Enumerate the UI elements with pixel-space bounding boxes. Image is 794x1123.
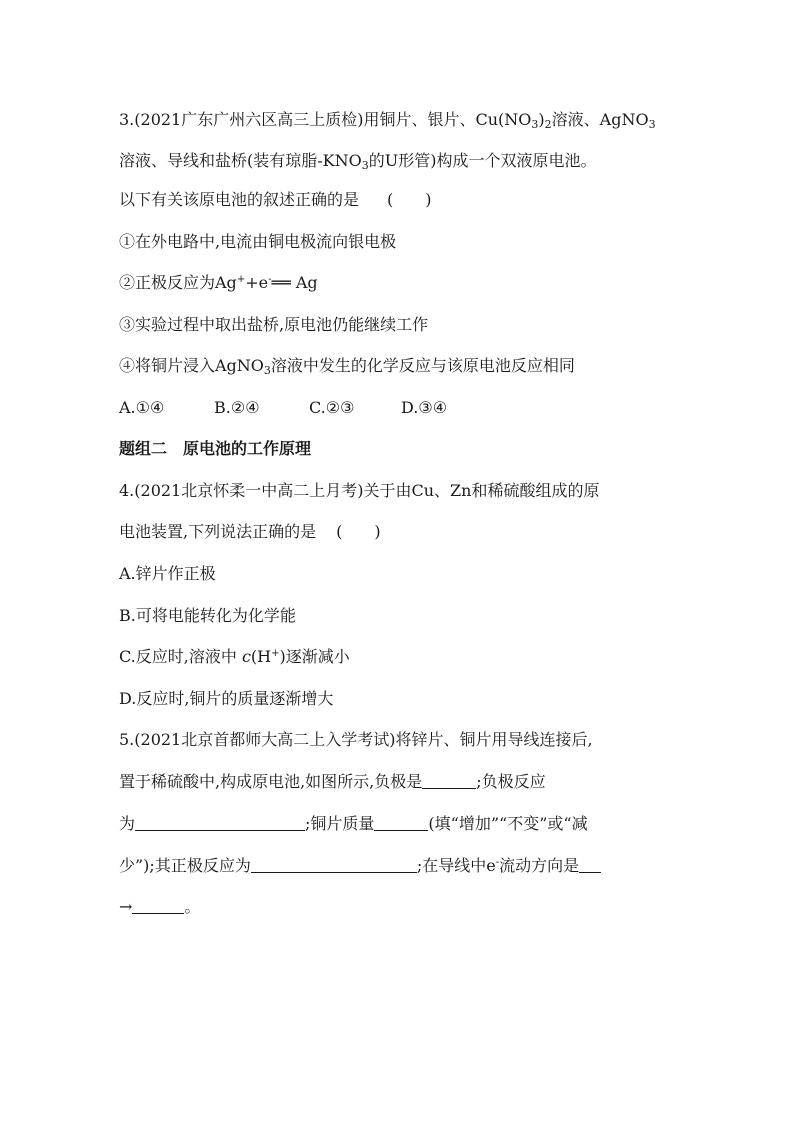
- subscript: 3: [531, 118, 539, 131]
- q4-option-c[interactable]: [119, 647, 350, 667]
- q5-text: ;在导线中e: [416, 856, 496, 875]
- q3-statement-3: ③实验过程中取出盐桥,原电池仍能继续工作: [119, 315, 429, 334]
- q3-line-1: [119, 110, 656, 130]
- q3-line1-text: 溶液、AgNO: [551, 110, 649, 129]
- statement-text: 溶液中发生的化学反应与该原电池反应相同: [270, 356, 575, 375]
- answer-blank-copper-mass[interactable]: [374, 814, 428, 831]
- q4-option-b[interactable]: B.可将电能转化为化学能: [119, 606, 296, 625]
- q3-statement-2: [119, 273, 318, 293]
- q4-stem-text: 电池装置,下列说法正确的是: [119, 522, 317, 541]
- q3-line2-text: 的U形管)构成一个双液原电池。: [368, 151, 597, 170]
- superscript: -: [268, 274, 272, 285]
- q4-option-d[interactable]: D.反应时,铜片的质量逐渐增大: [119, 689, 334, 708]
- q4-line-1: 4.(2021北京怀柔一中高二上月考)关于由Cu、Zn和稀硫酸组成的原: [119, 481, 600, 500]
- answer-blank-electron-from[interactable]: [579, 856, 601, 873]
- option-text: C.反应时,溶液中: [119, 647, 237, 666]
- q5-line-2: [119, 772, 546, 792]
- option-b[interactable]: B.②④: [214, 398, 260, 417]
- answer-blank-cathode-reaction[interactable]: [251, 856, 417, 873]
- subscript: 3: [648, 118, 656, 131]
- answer-blank-anode-reaction[interactable]: [135, 814, 305, 831]
- statement-text: ══ Ag: [271, 273, 318, 292]
- option-c[interactable]: C.②③: [309, 398, 355, 417]
- q3-line2-text: 溶液、导线和盐桥(装有琼脂-KNO: [119, 151, 362, 170]
- q5-text: 置于稀硫酸中,构成原电池,如图所示,负极是: [119, 772, 423, 791]
- q4-line-2: [119, 522, 381, 542]
- statement-text: ④将铜片浸入AgNO: [119, 356, 264, 375]
- q5-line-1: 5.(2021北京首都师大高二上入学考试)将锌片、铜片用导线连接后,: [119, 730, 593, 749]
- q3-options: [119, 398, 447, 418]
- arrow-symbol: →: [119, 897, 133, 916]
- q3-line1-text: 3.(2021广东广州六区高三上质检)用铜片、银片、Cu(NO: [119, 110, 532, 129]
- answer-parentheses: ( ): [336, 522, 381, 541]
- q4-option-a[interactable]: A.锌片作正极: [119, 564, 216, 583]
- superscript: +: [236, 274, 246, 285]
- q5-text: (填“增加”“不变”或“减: [428, 814, 588, 833]
- q3-line-2: [119, 151, 596, 171]
- answer-blank-anode[interactable]: [422, 772, 476, 789]
- answer-blank-electron-to[interactable]: [132, 897, 184, 914]
- q5-line-5: [119, 897, 200, 917]
- q5-text: 。: [184, 897, 201, 916]
- superscript: +: [271, 648, 280, 659]
- statement-text: +e: [245, 273, 269, 292]
- option-text: (H: [250, 647, 272, 666]
- answer-parentheses: ( ): [387, 190, 432, 209]
- subscript: 2: [544, 118, 552, 131]
- q3-statement-4: [119, 356, 575, 376]
- q3-stem-text: 以下有关该原电池的叙述正确的是: [119, 190, 360, 209]
- q3-statement-1: ①在外电路中,电流由铜电极流向银电极: [119, 232, 397, 251]
- option-d[interactable]: D.③④: [401, 398, 448, 417]
- q3-line1-text: ): [538, 110, 545, 129]
- q5-line-4: [119, 856, 601, 876]
- subscript: 3: [263, 364, 271, 377]
- section-heading: 题组二 原电池的工作原理: [119, 439, 312, 458]
- q5-text: 流动方向是: [499, 856, 580, 875]
- superscript: -: [495, 857, 500, 868]
- q3-line-3: [119, 190, 432, 210]
- option-text: )逐渐减小: [279, 647, 350, 666]
- q5-text: ;铜片质量: [305, 814, 375, 833]
- subscript: 3: [361, 159, 369, 172]
- q5-text: 为: [119, 814, 136, 833]
- q5-line-3: [119, 814, 588, 834]
- statement-text: ②正极反应为Ag: [119, 273, 237, 292]
- option-a[interactable]: A.①④: [119, 398, 165, 417]
- concentration-symbol: c: [241, 647, 251, 666]
- q5-text: ;负极反应: [476, 772, 546, 791]
- q5-text: 少”);其正极反应为: [119, 856, 251, 875]
